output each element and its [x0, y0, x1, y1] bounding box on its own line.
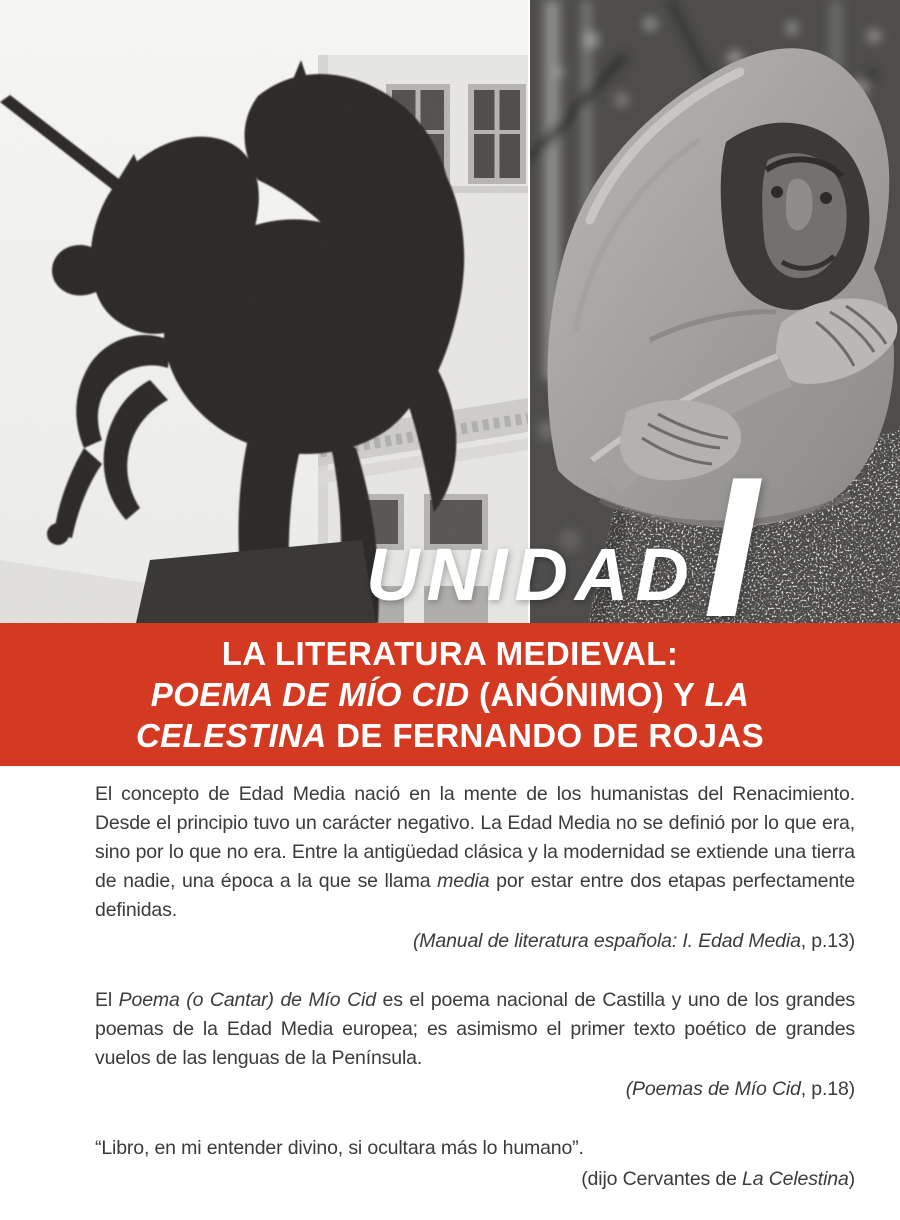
unit-title-banner — [0, 623, 900, 766]
unit-number: I — [703, 436, 759, 659]
banner-title-line-2: POEMA DE MÍO CID (ANÓNIMO) Y LA — [150, 676, 750, 713]
citation-manual-literatura: (Manual de literatura española: I. Edad Media, p.13) — [412, 930, 855, 952]
paragraph-poema-mio-cid: El Poema (o Cantar) de Mío Cid es el poema nacional de Castilla y uno de los grandes poemas de la Edad Media europea; es asimismo el primer texto poético de grandes vuelos de las lenguas de la Península. — [95, 989, 856, 1069]
banner-title-line-1: LA LITERATURA MEDIEVAL: — [221, 635, 679, 672]
el-cid-statue-photo — [0, 0, 528, 623]
citation-poemas-mio-cid: (Poemas de Mío Cid, p.18) — [625, 1078, 855, 1100]
photo-divider — [528, 0, 530, 623]
quote-cervantes: “Libro, en mi entender divino, si ocultara más lo humano”. — [95, 1137, 584, 1159]
unit-label: UNIDAD — [366, 533, 696, 616]
banner-title-line-3: CELESTINA DE FERNANDO DE ROJAS — [135, 717, 765, 754]
citation-cervantes: (dijo Cervantes de La Celestina) — [581, 1168, 855, 1190]
paragraph-edad-media: El concepto de Edad Media nació en la mente de los humanistas del Renacimiento. Desde el principio tuvo un carácter negativo. La Edad Media no se definió por lo que era, sino por lo que no era. Entre la antigüedad clásica y la modernidad se extiende una tierra de nadie, una época a la que se llama media por estar entre dos etapas perfectamente definidas. — [95, 783, 856, 921]
page-body — [0, 766, 900, 1194]
el-cid-statue-illustration — [0, 0, 528, 623]
